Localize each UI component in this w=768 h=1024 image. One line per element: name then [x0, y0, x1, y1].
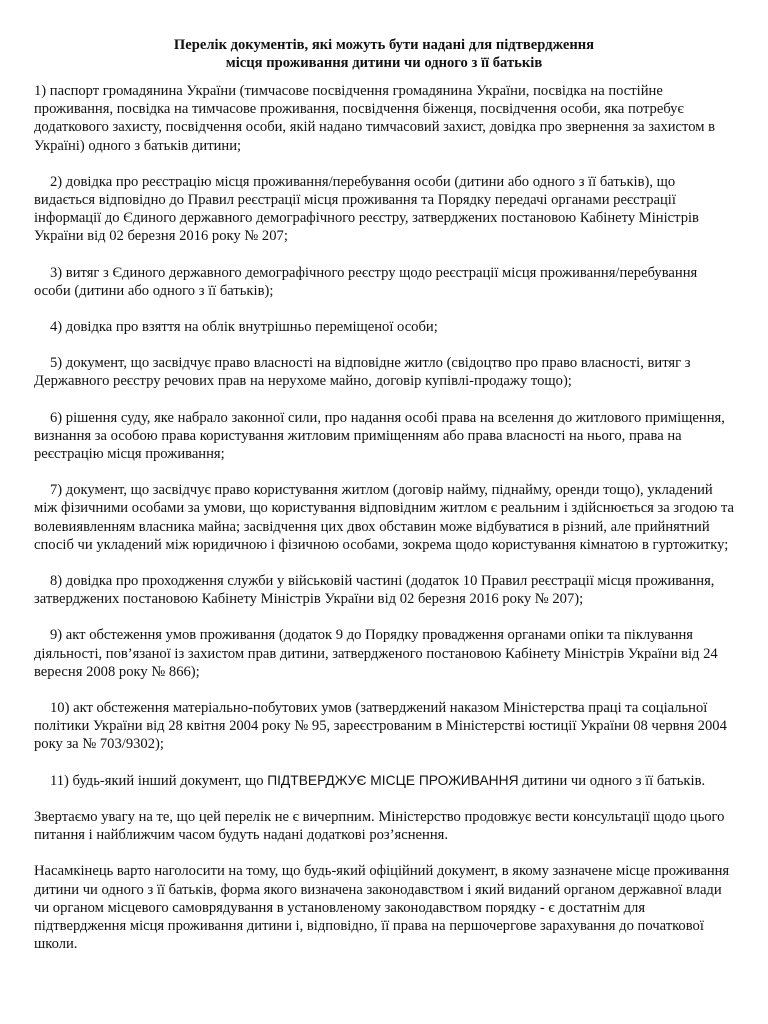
list-item: 9) акт обстеження умов проживання (додаток 9 до Порядку провадження органами опіки та піклування діяльності, пов’язаної із захистом прав дитини, затвердженого постановою Кабінету Міністрів України від 24 вересня 2008 року № 866);	[34, 627, 718, 680]
title-line-2: місця проживання дитини чи одного з її батьків	[225, 55, 543, 71]
emphasized-text: ПІДТВЕРДЖУЄ МІСЦЕ ПРОЖИВАННЯ	[267, 772, 519, 788]
document-page	[34, 36, 734, 971]
list-item-11: 11) будь-який інший документ, що ПІДТВЕРДЖУЄ МІСЦЕ ПРОЖИВАННЯ дитини чи одного з її батьків.	[50, 772, 706, 789]
list-item: 3) витяг з Єдиного державного демографічного реєстру щодо реєстрації місця проживання/перебування особи (дитини або одного з її батьків);	[34, 264, 698, 299]
list-item: 1) паспорт громадянина України (тимчасове посвідчення громадянина України, посвідка на постійне проживання, посвідка на тимчасове проживання, посвідчення біженця, посвідчення особи, яка потребує додаткового захисту, посвідчення особи, якій надано тимчасовий захист, довідка про звернення за захистом в Україні) одного з батьків дитини;	[34, 83, 716, 154]
list-item: 5) документ, що засвідчує право власності на відповідне житло (свідоцтво про право власності, витяг з Державного реєстру речових прав на нерухоме майно, договір купівлі-продажу тощо);	[34, 355, 691, 390]
list-item: 4) довідка про взяття на облік внутрішньо переміщеної особи;	[50, 319, 438, 336]
note-paragraph: Звертаємо увагу на те, що цей перелік не є вичерпним. Міністерство продовжує вести консультації щодо цього питання і найближчим часом будуть надані додаткові роз’яснення.	[34, 808, 725, 844]
list-item: 7) документ, що засвідчує право користування житлом (договір найму, піднайму, оренди тощо), укладений між фізичними особами за умови, що користування відповідним житлом є реальним і здійснюється за згодою та волевиявленням власника майна; засвідчення цих двох обставин може відбуватися в різний, але прийнятний спосіб чи укладений між юридичною і фізичною особами, зокрема щодо користування кімнатою в гуртожитку;	[34, 482, 735, 553]
list-item: 2) довідка про реєстрацію місця проживання/перебування особи (дитини або одного з її батьків), що видається відповідно до Правил реєстрації місця проживання та Порядку передачі органами реєстрації інформації до Єдиного державного демографічного реєстру, затверджених постановою Кабінету Міністрів України від 02 березня 2016 року № 207;	[34, 173, 699, 245]
list-item: 10) акт обстеження матеріально-побутових умов (затверджений наказом Міністерства праці та соціальної політики України від 28 квітня 2004 року № 95, зареєстрованим в Міністерстві юстиції України 08 червня 2004 року за № 703/9302);	[34, 700, 727, 753]
list-item: 6) рішення суду, яке набрало законної сили, про надання особі права на вселення до житлового приміщення, визнання за особою права користування житловим приміщенням або права власності на нього, права на реєстрацію місця проживання;	[34, 409, 725, 463]
title-line-1: Перелік документів, які можуть бути надані для підтвердження	[173, 37, 595, 53]
closing-paragraph: Насамкінець варто наголосити на тому, що будь-який офіційний документ, в якому зазначене місце проживання дитини чи одного з її батьків, форма якого визначена законодавством і який виданий органом державної влади чи органом місцевого самоврядування в установленому законодавством порядку - є достатнім для підтвердження місця проживання дитини і, відповідно, її права на першочергове зарахування до початкової школи.	[34, 863, 730, 953]
list-item: 8) довідка про проходження служби у військовій частині (додаток 10 Правил реєстрації місця проживання, затверджених постановою Кабінету Міністрів України від 02 березня 2016 року № 207);	[34, 573, 715, 608]
document-title	[34, 36, 734, 72]
document-list	[34, 82, 734, 754]
